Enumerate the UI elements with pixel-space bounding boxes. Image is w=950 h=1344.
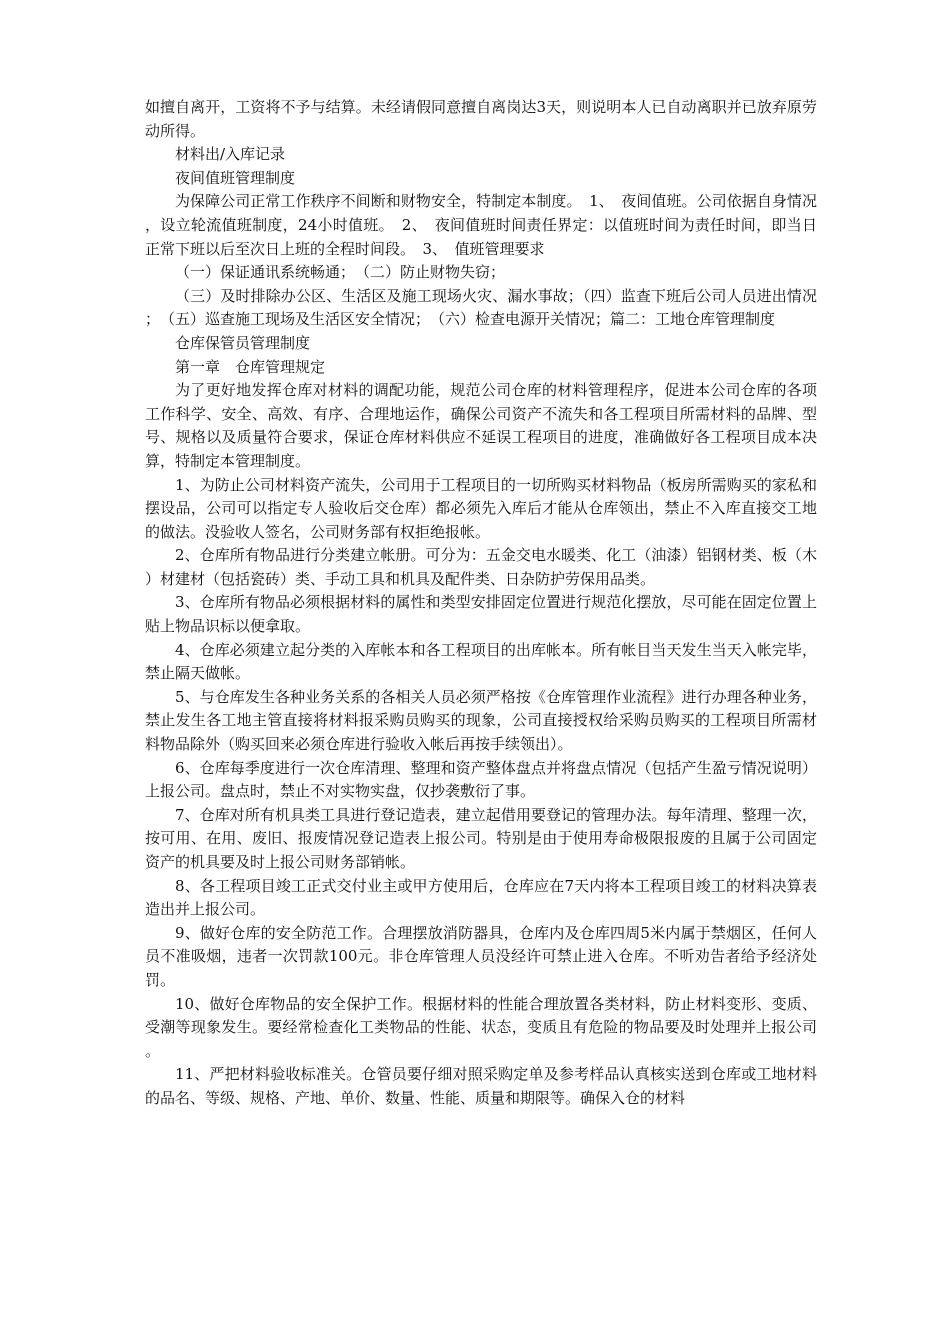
paragraph: 11、严把材料验收标准关。仓管员要仔细对照采购定单及参考样品认真核实送到仓库或工地材料的品名、等级、规格、产地、单价、数量、性能、质量和期限等。确保入仓的材料 bbox=[145, 1065, 817, 1107]
paragraph: 9、做好仓库的安全防范工作。合理摆放消防器具，仓库内及仓库四周5米内属于禁烟区，任何人员不准吸烟，违者一次罚款100元。非仓库管理人员没经许可禁止进入仓库。不听劝告者给予经济处罚。 bbox=[145, 923, 817, 989]
paragraph: 10、做好仓库物品的安全保护工作。根据材料的性能合理放置各类材料，防止材料变形、变质、受潮等现象发生。要经常检查化工类物品的性能、状态，变质且有危险的物品要及时处理并上报公司。 bbox=[145, 994, 817, 1060]
paragraph: 材料出/入库记录 bbox=[175, 145, 286, 164]
paragraph: 8、各工程项目竣工正式交付业主或甲方使用后，仓库应在7天内将本工程项目竣工的材料决算表造出并上报公司。 bbox=[145, 876, 817, 919]
document-body bbox=[145, 96, 817, 1111]
paragraph: 6、仓库每季度进行一次仓库清理、整理和资产整体盘点并将盘点情况（包括产生盈亏情况说明）上报公司。盘点时，禁止不对实物实盘，仅抄袭敷衍了事。 bbox=[145, 758, 817, 801]
paragraph: 7、仓库对所有机具类工具进行登记造表，建立起借用要登记的管理办法。每年清理、整理一次，按可用、在用、废旧、报废情况登记造表上报公司。特别是由于使用寿命极限报废的且属于公司固定资产的机具要及时上报公司财务部销帐。 bbox=[145, 805, 817, 871]
paragraph: 1、为防止公司材料资产流失，公司用于工程项目的一切所购买材料物品（板房所需购买的家私和摆设品，公司可以指定专人验收后交仓库）都必须先入库后才能从仓库领出，禁止不入库直接交工地的做法。没验收人签名，公司财务部有权拒绝报帐。 bbox=[145, 475, 817, 541]
paragraph: 为保障公司正常工作秩序不间断和财物安全，特制定本制度。 1、 夜间值班。公司依据自身情况，设立轮流值班制度，24小时值班。 2、 夜间值班时间责任界定：以值班时间为责任时间，即当日正常下班以后至次日上班的全程时间段。 3、 值班管理要求 bbox=[145, 192, 817, 258]
paragraph: 3、仓库所有物品必须根据材料的属性和类型安排固定位置进行规范化摆放，尽可能在固定位置上贴上物品识标以便拿取。 bbox=[145, 593, 817, 636]
paragraph: 夜间值班管理制度 bbox=[175, 168, 296, 187]
paragraph: 仓库保管员管理制度 bbox=[175, 333, 311, 352]
paragraph: 4、仓库必须建立起分类的入库帐本和各工程项目的出库帐本。所有帐目当天发生当天入帐完毕，禁止隔天做帐。 bbox=[145, 640, 817, 683]
paragraph: 5、与仓库发生各种业务关系的各相关人员必须严格按《仓库管理作业流程》进行办理各种业务，禁止发生各工地主管直接将材料报采购员购买的现象，公司直接授权给采购员购买的工程项目所需材料物品除外（购买回来必须仓库进行验收入帐后再按手续领出）。 bbox=[145, 687, 817, 754]
paragraph: 第一章 仓库管理规定 bbox=[175, 357, 326, 376]
paragraph: （三）及时排除办公区、生活区及施工现场火灾、漏水事故；（四）监查下班后公司人员进出情况； （五）巡查施工现场及生活区安全情况； （六）检查电源开关情况；篇二：工地仓库管理制度 bbox=[145, 286, 817, 329]
paragraph: 为了更好地发挥仓库对材料的调配功能，规范公司仓库的材料管理程序，促进本公司仓库的各项工作科学、安全、高效、有序、合理地运作，确保公司资产不流失和各工程项目所需材料的品牌、型号、规格以及质量符合要求，保证仓库材料供应不延误工程项目的进度，准确做好各工程项目成本决算，特制定本管理制度。 bbox=[145, 381, 817, 470]
paragraph: （一）保证通讯系统畅通； （二）防止财物失窃； bbox=[175, 263, 506, 282]
paragraph: 如擅自离开，工资将不予与结算。未经请假同意擅自离岗达3天，则说明本人已自动离职并已放弃原劳动所得。 bbox=[145, 98, 817, 140]
paragraph: 2、仓库所有物品进行分类建立帐册。可分为：五金交电水暖类、化工（油漆）铝钢材类、板（木）材建材（包括瓷砖）类、手动工具和机具及配件类、日杂防护劳保用品类。 bbox=[145, 546, 817, 588]
